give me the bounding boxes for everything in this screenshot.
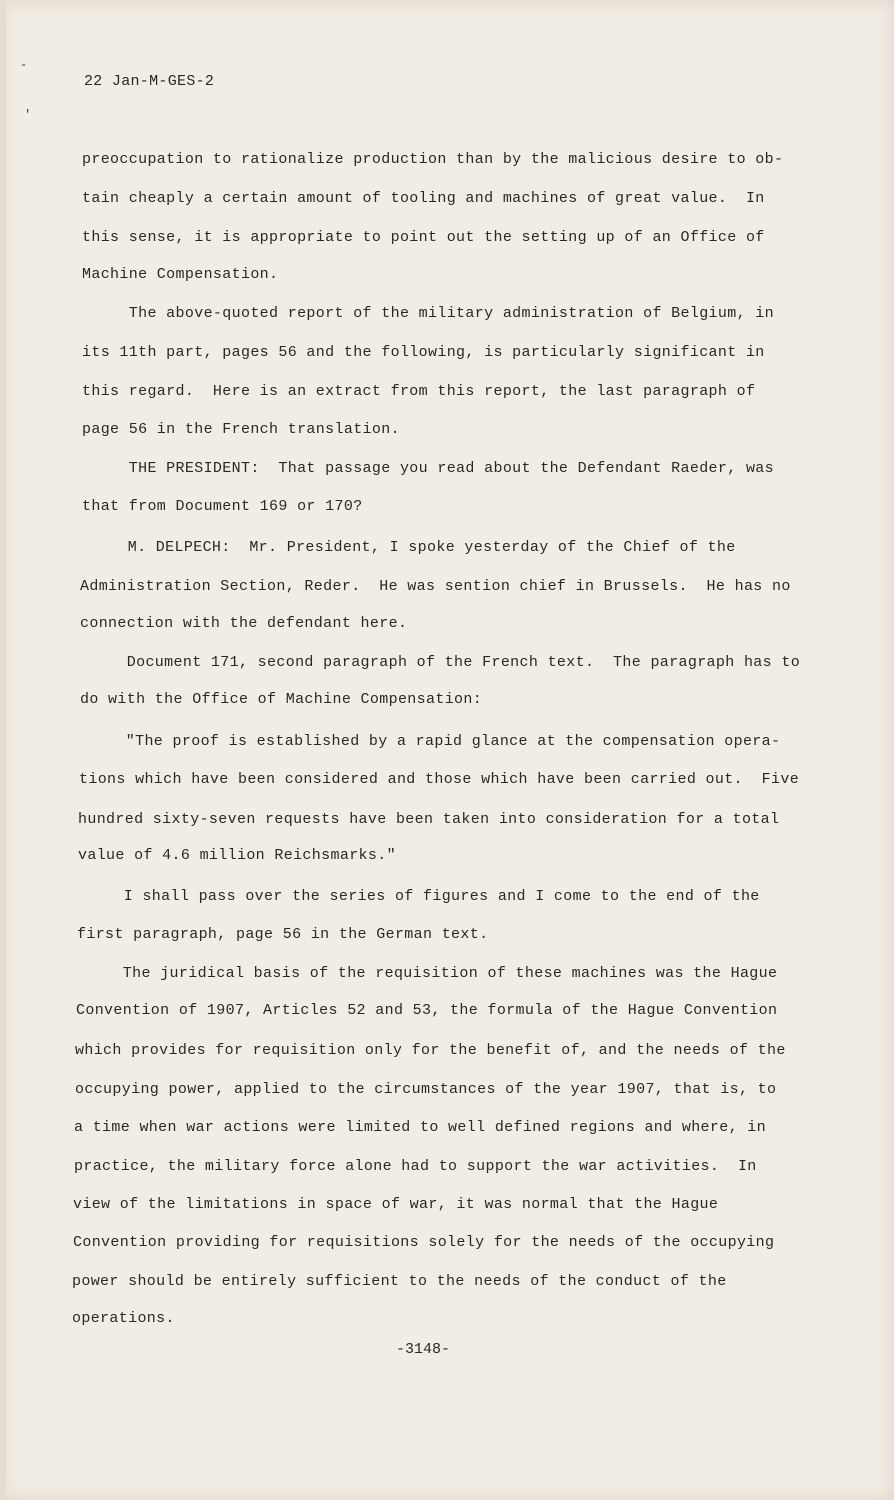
- text-line: Convention of 1907, Articles 52 and 53, the formula of the Hague Convention: [76, 1002, 778, 1019]
- text-line: Administration Section, Reder. He was sention chief in Brussels. He has no: [80, 578, 791, 595]
- text-line: The above-quoted report of the military administration of Belgium, in: [82, 305, 775, 322]
- text-line: value of 4.6 million Reichsmarks.": [78, 847, 396, 864]
- text-line: this sense, it is appropriate to point out the setting up of an Office of: [82, 229, 765, 246]
- text-line: which provides for requisition only for the benefit of, and the needs of the: [75, 1042, 786, 1059]
- text-line: operations.: [72, 1310, 175, 1327]
- text-line: that from Document 169 or 170?: [82, 498, 363, 515]
- text-line: a time when war actions were limited to well defined regions and where, in: [74, 1119, 767, 1136]
- text-line: Convention providing for requisitions solely for the needs of the occupying: [73, 1234, 775, 1251]
- page-number: -3148-: [396, 1341, 451, 1358]
- page-edge: [0, 0, 6, 1500]
- margin-mark: -: [20, 58, 28, 72]
- text-line: its 11th part, pages 56 and the following, is particularly significant in: [82, 344, 765, 361]
- text-line: M. DELPECH: Mr. President, I spoke yesterday of the Chief of the: [81, 539, 736, 556]
- text-line: Document 171, second paragraph of the French text. The paragraph has to: [80, 654, 801, 671]
- text-line: preoccupation to rationalize production than by the malicious desire to ob-: [82, 151, 784, 168]
- text-line: connection with the defendant here.: [80, 615, 408, 632]
- text-line: I shall pass over the series of figures and I come to the end of the: [77, 888, 760, 905]
- text-line: occupying power, applied to the circumstances of the year 1907, that is, to: [75, 1081, 777, 1098]
- text-line: view of the limitations in space of war, it was normal that the Hague: [73, 1196, 719, 1213]
- text-line: do with the Office of Machine Compensation:: [80, 691, 483, 708]
- text-line: THE PRESIDENT: That passage you read about the Defendant Raeder, was: [82, 460, 775, 477]
- text-line: "The proof is established by a rapid glance at the compensation opera-: [79, 733, 781, 750]
- text-line: this regard. Here is an extract from this report, the last paragraph of: [82, 383, 756, 400]
- text-line: page 56 in the French translation.: [82, 421, 400, 438]
- text-line: Machine Compensation.: [82, 266, 279, 283]
- text-line: The juridical basis of the requisition of these machines was the Hague: [76, 965, 778, 982]
- document-reference: 22 Jan-M-GES-2: [84, 73, 215, 90]
- text-line: tions which have been considered and those which have been carried out. Five: [79, 771, 800, 788]
- text-line: tain cheaply a certain amount of tooling and machines of great value. In: [82, 190, 765, 207]
- margin-mark: ': [24, 108, 32, 122]
- text-line: power should be entirely sufficient to the needs of the conduct of the: [72, 1273, 727, 1290]
- text-line: hundred sixty-seven requests have been taken into consideration for a total: [78, 811, 780, 828]
- text-line: practice, the military force alone had to support the war activities. In: [74, 1158, 757, 1175]
- text-line: first paragraph, page 56 in the German text.: [77, 926, 489, 943]
